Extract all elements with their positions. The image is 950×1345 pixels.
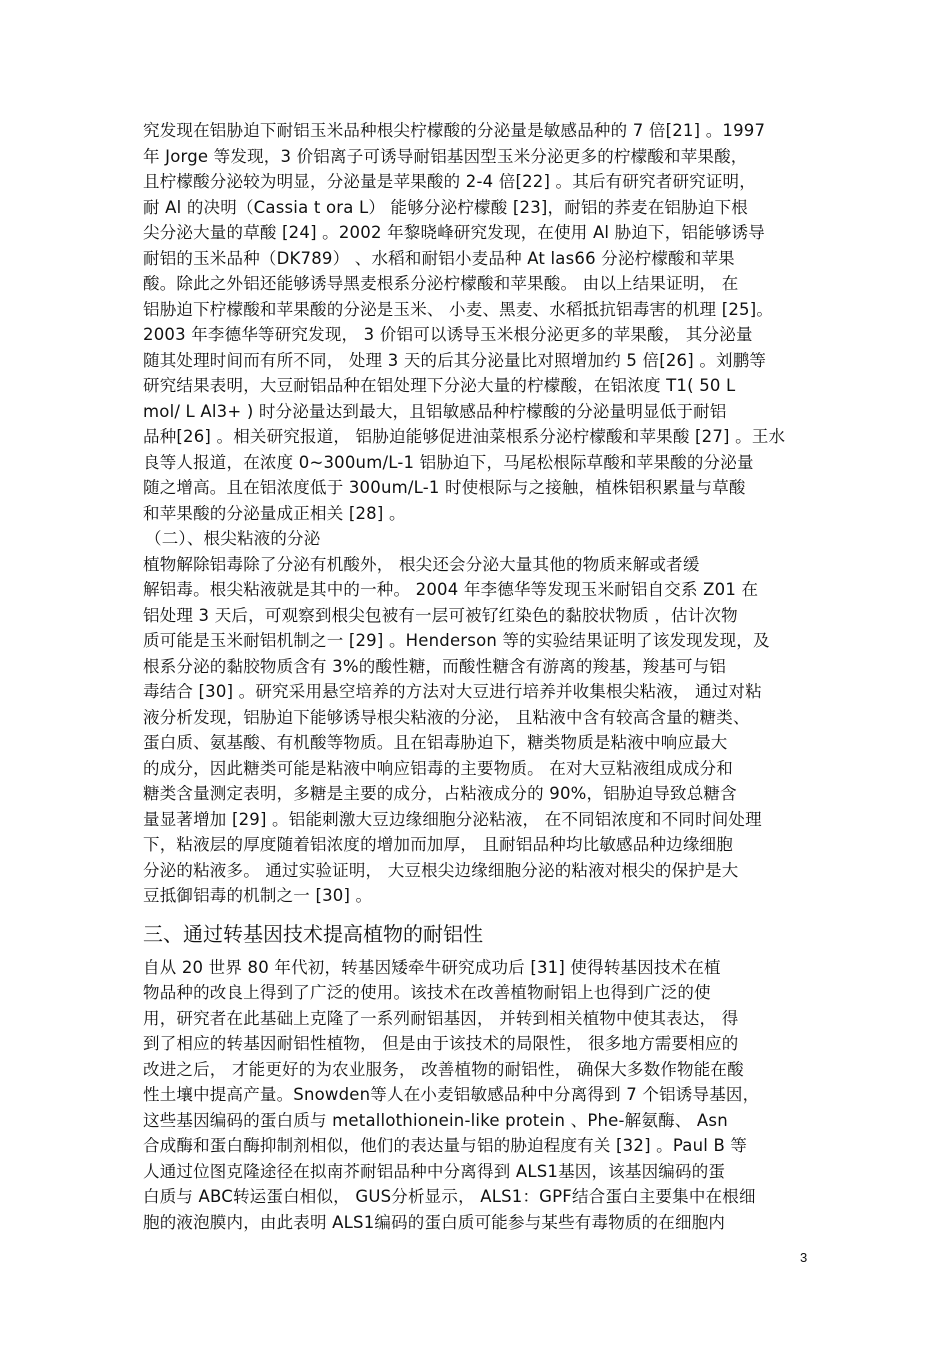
text-line: 植物解除铝毒除了分泌有机酸外， 根尖还会分泌大量其他的物质来解或者缓 bbox=[143, 554, 700, 574]
text-line: 胞的液泡膜内，由此表明 ALS1编码的蛋白质可能参与某些有毒物质的在细胞内 bbox=[143, 1212, 726, 1232]
text-line: 的成分，因此糖类可能是粘液中响应铝毒的主要物质。 在对大豆粘液组成成分和 bbox=[143, 758, 733, 778]
text-line: 尖分泌大量的草酸 [24] 。2002 年黎晓峰研究发现，在使用 Al 胁迫下，铝能够诱导 bbox=[143, 223, 765, 242]
text-line: 究发现在铝胁迫下耐铝玉米品种根尖柠檬酸的分泌量是敏感品种的 7 倍[21] 。1997 bbox=[143, 121, 766, 140]
text-line: 铝处理 3 天后，可观察到根尖包被有一层可被钌红染色的黏胶状物质 ，估计次物 bbox=[143, 605, 738, 625]
text-line: 自从 20 世界 80 年代初，转基因矮牵牛研究成功后 [31] 使得转基因技术在植 bbox=[143, 957, 721, 977]
text-line: 酸。除此之外铝还能够诱导黑麦根系分泌柠檬酸和苹果酸。 由以上结果证明， 在 bbox=[143, 274, 739, 293]
text-line: 解铝毒。根尖粘液就是其中的一种。 2004 年李德华等发现玉米耐铝自交系 Z01 在 bbox=[143, 580, 759, 599]
paragraph-transgenic bbox=[143, 955, 811, 1236]
text-line: 改进之后， 才能更好的为农业服务， 改善植物的耐铝性， 确保大多数作物能在酸 bbox=[143, 1059, 744, 1079]
text-line: 用，研究者在此基础上克隆了一系列耐铝基因， 并转到相关植物中使其表达， 得 bbox=[143, 1008, 739, 1028]
text-line: mol/ L Al3+ ) 时分泌量达到最大，且铝敏感品种柠檬酸的分泌量明显低于耐铝 bbox=[143, 401, 727, 421]
text-line: 随之增高。且在铝浓度低于 300um/L-1 时使根际与之接触，植株铝积累量与草酸 bbox=[143, 478, 746, 497]
text-line: 且柠檬酸分泌较为明显，分泌量是苹果酸的 2-4 倍[22] 。其后有研究者研究证明， bbox=[143, 172, 756, 191]
document-body bbox=[143, 118, 811, 1235]
text-line: 质可能是玉米耐铝机制之一 [29] 。Henderson 等的实验结果证明了该发现发现，及 bbox=[143, 631, 770, 650]
text-line: 糖类含量测定表明，多糖是主要的成分，占粘液成分的 90%，铝胁迫导致总糖含 bbox=[143, 784, 737, 803]
text-line: 这些基因编码的蛋白质与 metallothionein-like protein 、Phe-解氨酶、 Asn bbox=[143, 1110, 728, 1130]
subheading-root-mucilage: （二）、根尖粘液的分泌 bbox=[145, 529, 321, 548]
text-line: 白质与 ABC转运蛋白相似， GUS分析显示， ALS1：GPF结合蛋白主要集中在根细 bbox=[143, 1187, 756, 1206]
text-line: 耐 Al 的决明（Cassia t ora L） 能够分泌柠檬酸 [23]，耐铝的荞麦在铝胁迫下根 bbox=[143, 197, 748, 217]
text-line: 合成酶和蛋白酶抑制剂相似，他们的表达量与铝的胁迫程度有关 [32] 。Paul B 等 bbox=[143, 1136, 748, 1155]
paragraph-organic-acid-secretion bbox=[143, 118, 811, 526]
text-line: 研究结果表明，大豆耐铝品种在铝处理下分泌大量的柠檬酸，在铝浓度 T1( 50 L bbox=[143, 376, 736, 395]
text-line: 随其处理时间而有所不同， 处理 3 天的后其分泌量比对照增加约 5 倍[26] 。刘鹏等 bbox=[143, 350, 767, 370]
paragraph-root-mucilage bbox=[143, 552, 811, 909]
section-title-transgenic: 三、通过转基因技术提高植物的耐铝性 bbox=[143, 921, 483, 946]
text-line: 量显著增加 [29] 。铝能刺激大豆边缘细胞分泌粘液， 在不同铝浓度和不同时间处理 bbox=[143, 809, 762, 829]
text-line: 和苹果酸的分泌量成正相关 [28] 。 bbox=[143, 503, 406, 523]
text-line: 到了相应的转基因耐铝性植物， 但是由于该技术的局限性， 很多地方需要相应的 bbox=[143, 1034, 739, 1053]
text-line: 下，粘液层的厚度随着铝浓度的增加而加厚， 且耐铝品种均比敏感品种边缘细胞 bbox=[143, 835, 733, 854]
text-line: 2003 年李德华等研究发现， 3 价铝可以诱导玉米根分泌更多的苹果酸， 其分泌量 bbox=[143, 325, 753, 344]
text-line: 铝胁迫下柠檬酸和苹果酸的分泌是玉米、 小麦、黑麦、水稻抵抗铝毒害的机理 [25]。 bbox=[143, 299, 774, 319]
text-line: 液分析发现，铝胁迫下能够诱导根尖粘液的分泌， 且粘液中含有较高含量的糖类、 bbox=[143, 707, 750, 727]
text-line: 性土壤中提高产量。Snowden等人在小麦铝敏感品种中分离得到 7 个铝诱导基因， bbox=[143, 1085, 760, 1104]
text-line: 毒结合 [30] 。研究采用悬空培养的方法对大豆进行培养并收集根尖粘液， 通过对粘 bbox=[143, 682, 762, 701]
text-line: 根系分泌的黏胶物质含有 3%的酸性糖，而酸性糖含有游离的羧基，羧基可与铝 bbox=[143, 656, 727, 676]
text-line: 人通过位图克隆途径在拟南芥耐铝品种中分离得到 ALS1基因，该基因编码的蛋 bbox=[143, 1161, 726, 1181]
page-number: 3 bbox=[800, 1250, 808, 1265]
text-line: 良等人报道，在浓度 0~300um/L-1 铝胁迫下，马尾松根际草酸和苹果酸的分泌量 bbox=[143, 452, 754, 472]
text-line: 物品种的改良上得到了广泛的使用。该技术在改善植物耐铝上也得到广泛的使 bbox=[143, 983, 711, 1002]
text-line: 豆抵御铝毒的机制之一 [30] 。 bbox=[143, 886, 373, 905]
text-line: 品种[26] 。相关研究报道， 铝胁迫能够促进油菜根系分泌柠檬酸和苹果酸 [27] 。王水 bbox=[143, 427, 786, 446]
text-line: 耐铝的玉米品种（DK789） 、水稻和耐铝小麦品种 At las66 分泌柠檬酸和苹果 bbox=[143, 248, 735, 268]
text-line: 年 Jorge 等发现，3 价铝离子可诱导耐铝基因型玉米分泌更多的柠檬酸和苹果酸， bbox=[143, 146, 748, 166]
text-line: 分泌的粘液多。 通过实验证明， 大豆根尖边缘细胞分泌的粘液对根尖的保护是大 bbox=[143, 860, 739, 880]
text-line: 蛋白质、氨基酸、有机酸等物质。且在铝毒胁迫下，糖类物质是粘液中响应最大 bbox=[143, 733, 728, 752]
